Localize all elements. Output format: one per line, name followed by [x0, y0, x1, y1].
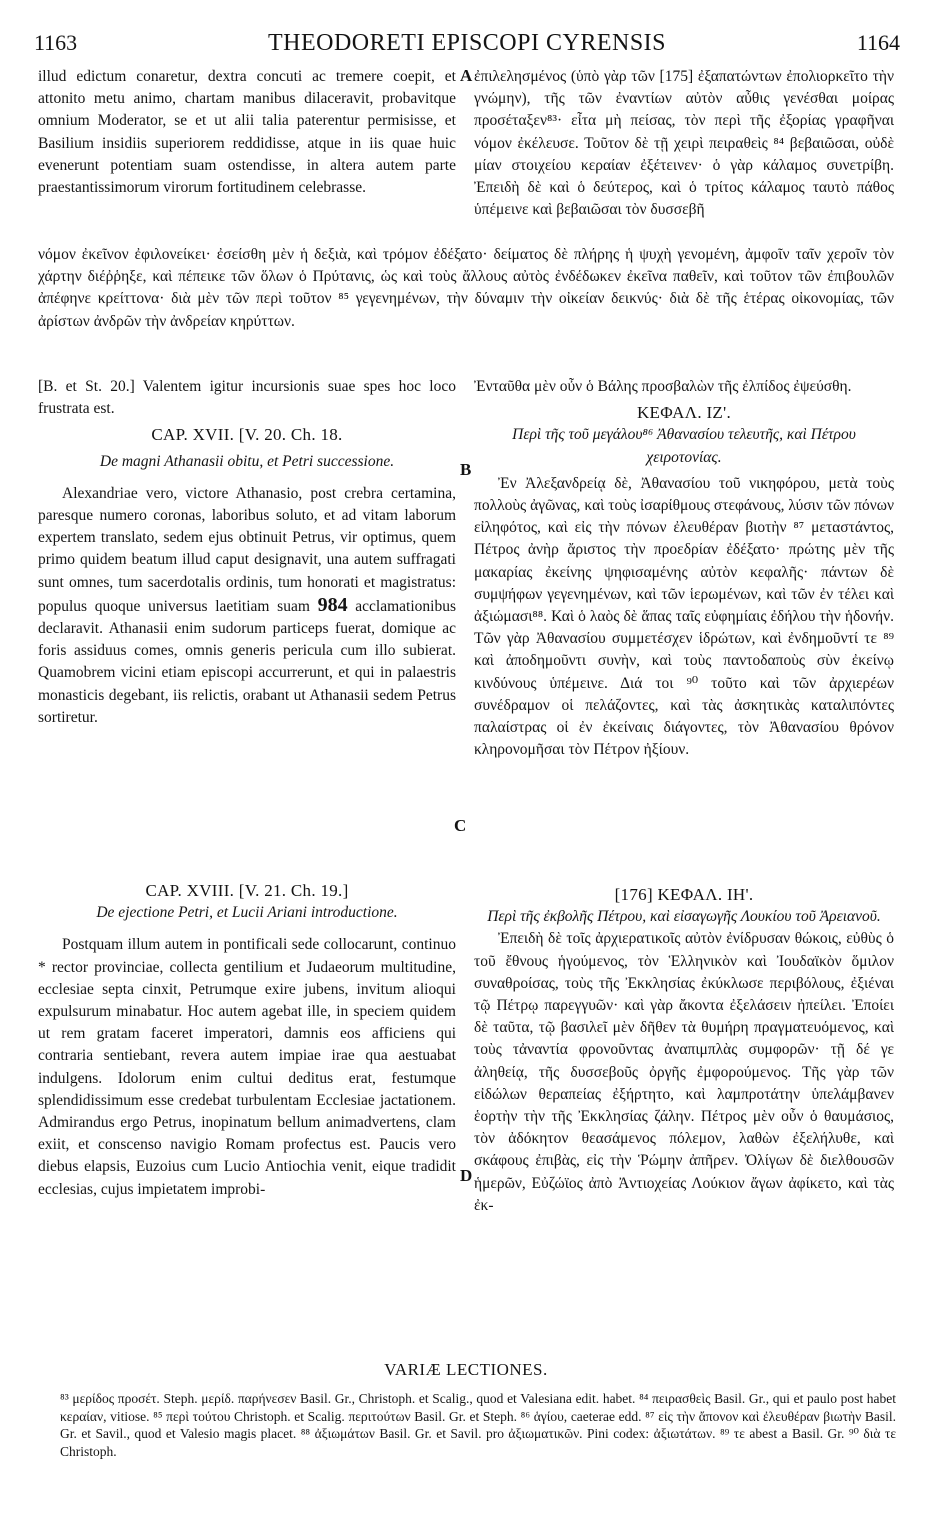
page-number-right: 1164: [856, 30, 900, 55]
column-number: 984: [317, 593, 348, 616]
running-title: THEODORETI EPISCOPI CYRENSIS: [267, 30, 667, 56]
greek-intro: Ἐνταῦθα μὲν οὖν ὁ Βάλης προσβαλὼν τῆς ἐλπίδος ἐψεύσθη.: [474, 378, 852, 395]
greek-full-width-paragraph: νόμον ἐκεῖνον ἐφιλονείκει· ἐσείσθη μὲν ἡ δεξιὰ, καὶ τρόμον ἐδέξατο· δείματος δὲ πλήρης ἡ ψυχὴ γενομένη, ἀμφοῖν ταῖν χεροῖν τὸν χάρτην διέῤῥηξε, καὶ πέπεικε τῶν ὅλων ὁ Πρύτανις, ὡς καὶ τοὺς ἄλλους αὐτὸς ἐνδέδωκεν ἐκεῖνα παθεῖν, καὶ τοῦτον τῶν ἐπιβουλῶν ἀπέφηνε κρείττονα· διὰ μὲν τῶν περὶ τοῦτον ⁸⁵ γεγενημένων, τὴν δύναμιν τὴν οἰκείαν δεικνύς· διὰ δὲ τῆς ἑτέρας οἰκονομίας, τῶν ἀρίστων ἀνδρῶν τὴν ἀνδρείαν κηρύττων.: [38, 246, 894, 330]
chapter-subtitle-greek: Περὶ τῆς τοῦ μεγάλου⁸⁶ Ἀθανασίου τελευτῆς, καὶ Πέτρου χειροτονίας.: [512, 426, 856, 466]
latin-intro: [B. et St. 20.] Valentem igitur incursionis suae spes hoc loco frustrata est.: [38, 378, 456, 418]
latin-paragraph: illud edictum conaretur, dextra concuti ac tremere coepit, et attonito metu animo, chartam manibus dilaceravit, probavitque omnium Moderator, se et ut alii talia paterentur permisisse, et Basilium insidiis superiorem reddidisse, atque in iis quae huic evenerunt potentiam suam ostendisse, in altera autem parte praestantissimorum virorum fortitudinem celebrasse.: [38, 68, 456, 197]
chapter-subtitle-greek-18: Περὶ τῆς ἐκβολῆς Πέτρου, καὶ εἰσαγωγῆς Λουκίου τοῦ Ἀρειανοῦ.: [487, 908, 881, 926]
greek-paragraph: ἐπιλελησμένος (ὑπὸ γὰρ τῶν [175] ἐξαπατώντων ἐπολιορκεῖτο τὴν γνώμην), τῆς τῶν ἐναντίων αὐτὸν αὖθις γενέσθαι μοίρας προσέταξεν⁸³· εἶτα μὴ πείσας, τὸν περὶ τῆς ἐξορίας γραφῆναι νόμον ἐκέλευσε. Τοῦτον δὲ τῇ χειρὶ πειραθεὶς ⁸⁴ βεβαιῶσαι, οὐδὲ μίαν στοιχείου κεραίαν ἐξέτεινεν· ὁ γὰρ κάλαμος συνετρίβη. Ἐπειδὴ δὲ καὶ ὁ δεύτερος, καὶ ὁ τρίτος κάλαμος ταυτὸ πάθος ὑπέμεινε καὶ βεβαιῶσαι τὸν δυσσεβῆ: [474, 68, 894, 219]
latin-body-part-a: Alexandriae vero, victore Athanasio, post crebra certamina, paresque numero coronas, laboribus soluto, et ad vitam laborum expertem translato, sedem ejus obtinuit Petrus, vir optimus, quem primo quidem beatum illud caput designavit, una autem suffragati sunt omnes, tum sacerdotalis ordinis, tum honorati et magistratus: populus quoque universus laetitiam suam: [38, 484, 456, 615]
chapter-heading-greek: ΚΕΦΑΛ. ΙΖ'.: [636, 403, 732, 423]
latin-body: [38, 483, 456, 729]
footnotes: [60, 1390, 896, 1460]
latin-column-cap17: [38, 376, 456, 729]
greek-column-cap18: [474, 884, 894, 1217]
greek-column-top: [474, 66, 894, 221]
latin-body-part-b: acclamationibus declaravit. Athanasii enim sudorum particeps fuerat, domique ac foris assiduus comes, omnis generis pericula cum illo subierat. Quamobrem vicini etiam episcopi accurrerunt, et qui in palaestris monasticis degebant, iis relictis, orabant ut Athanasii sedem Petrus sortiretur.: [38, 597, 457, 726]
margin-mark-d: D: [460, 1166, 473, 1185]
latin-column-top: [38, 66, 456, 199]
variae-lectiones-title: VARIÆ LECTIONES.: [384, 1360, 548, 1379]
chapter-heading-latin: CAP. XVII. [V. 20. Ch. 18.: [151, 425, 343, 445]
greek-body-18: Ἐπειδὴ δὲ τοῖς ἀρχιερατικοῖς αὐτὸν ἐνίδρυσαν θώκοις, εὐθὺς ὁ τοῦ ἔθνους ἡγούμενος, τὸν Ἑλληνικὸν καὶ Ἰουδαϊκὸν ὅμιλον συναθροίσας, τοὺς τῆς Ἐκκλησίας ἐκύκλωσε περιβόλους, ἐξιέναι τῷ Πέτρῳ παρεγγυῶν· καὶ γὰρ ἄκοντα ἐξελάσειν ἠπείλει. Ἐποίει δὲ ταῦτα, τῷ βασιλεῖ μὲν δῆθεν τὰ θυμήρη πραγματευόμενος, καὶ τοὺς τἀναντία φρονοῦντας ἀναπιμπλὰς συμφορῶν· τῇ δέ γε ἀληθείᾳ, τῆς δυσσεβοῦς ὀργῆς ἐμφορούμενος. Τῆς γὰρ τῶν εἰδώλων θεραπείας ἐξήρτητο, καὶ λαμπροτάτην ὑπελάμβανεν ἑορτὴν τὴν τῆς Ἐκκλησίας ζάλην. Πέτρος μὲν οὖν ὁ θαυμάσιος, τὸν ἀδόκητον θεασάμενος πόλεμον, λαθὼν ἐξελήλυθε, καὶ σκάφους ἐπιβὰς, εἰς τὴν Ῥώμην ἀπῆρεν. Ὀλίγων δὲ διελθουσῶν ἡμερῶν, Εὐζώϊος ἀπὸ Ἀντιοχείας Λούκιον ἄγων ἀφίκετο, καὶ τὰς ἐκ-: [474, 930, 894, 1214]
margin-mark-b: B: [460, 460, 472, 479]
greek-column-cap17: [474, 376, 894, 761]
greek-body: Ἐν Ἀλεξανδρείᾳ δὲ, Ἀθανασίου τοῦ νικηφόρου, μετὰ τοὺς πολλοὺς ἀγῶνας, καὶ τοὺς ἰσαρίθμους στεφάνους, λύσιν τῶν πόνων εἰληφότος, καὶ εἰς τὴν πόνων ἐλευθέραν βιοτὴν ⁸⁷ μεταστάντος, Πέτρος ἀνὴρ ἄριστος τὴν προεδρίαν ἐδέξατο· πρώτης μὲν τῆς μακαρίας ἐκείνης ψηφισαμένης αὐτὸν κεφαλῆς· πάντων δὲ συμψήφων γεγενημένων, καὶ τῶν ἱερωμένων, καὶ τῶν ἐν τέλει καὶ ἀξιώμασι⁸⁸. Καὶ ὁ λαὸς δὲ ἅπας ταῖς εὐφημίαις ἐδήλου τὴν ἡδονήν. Τῶν γὰρ Ἀθανασίου συμμετέσχεν ἱδρώτων, καὶ ἐνδημοῦντί τε ⁸⁹ καὶ ἀποδημοῦντι συνὴν, καὶ τοὺς παντοδαποὺς σὺν ἐκείνῳ κινδύνους ὑπέμεινε. Διά τοι ⁹⁰ τοῦτο καὶ τῶν ἀρχιερέων συνέδραμον οἱ πελάζοντες, καὶ τὰς ἀσκητικὰς καταλιπόντες παλαίστρας οἱ ἐν ἐκείναις διάγοντες, τὸν Ἀθανασίου θρόνον κληρονομῆσαι τὸν Πέτρον ἠξίουν.: [474, 474, 894, 759]
footnote-text: ⁸³ μερίδος προσέτ. Steph. μερίδ. παρήνεσεν Basil. Gr., Christoph. et Scalig., quod et Valesiana edit. habet. ⁸⁴ πειρασθεὶς Basil. Gr., qui et paulo post habet κεραίαν, vitiose. ⁸⁵ περὶ τούτου Christoph. et Scalig. περιτούτων Basil. Gr. et Steph. ⁸⁶ ἁγίου, caeterae edd. ⁸⁷ εἰς τὴν ἄπονον καὶ ἐλευθέραν βιωτὴν Basil. Gr. et Savil., quod et Valesio magis placet. ⁸⁸ ἀξιωμάτων Basil. Gr. et Savil. pro ἀξιωματικῶν. Pini codex: ἀξιωτάτων. ⁸⁹ τε abest a Basil. Gr. ⁹⁰ διὰ τε Christoph.: [60, 1391, 896, 1459]
page-number-left: 1163: [34, 30, 78, 55]
latin-body-18: Postquam illum autem in pontificali sede collocarunt, continuo * rector provinciae, collecta gentilium et Judaeorum multitudine, ecclesiae septa cinxit, Petrumque exire jubens, invitum alioqui expulsurum minabatur. Hoc autem agebat ille, in speciem quidem ut rem gratam faceret imperatori, damnis eos afficiens qui contraria sentiebant, revera autem impiae irae qua aestuabat indulgens. Idolorum enim cultui deditus erat, festumque splendidissimum esse credebat turbulentam Ecclesiae jactationem. Admirandus ergo Petrus, inopinatum bellum animadvertens, clam exiit, et conscenso navigio Romam profectus est. Paucis vero diebus elapsis, Euzoius cum Lucio Antiochia venit, eique tradidit ecclesias, cujus impietatem improbi-: [38, 936, 456, 1198]
latin-column-cap18: [38, 880, 456, 1201]
page-header: [34, 30, 900, 66]
chapter-subtitle-latin: De magni Athanasii obitu, et Petri successione.: [99, 452, 395, 470]
chapter-subtitle-latin-18: De ejectione Petri, et Lucii Ariani introductione.: [96, 904, 398, 922]
chapter-heading-latin-18: CAP. XVIII. [V. 21. Ch. 19.]: [145, 881, 349, 900]
margin-mark-a: A: [460, 66, 473, 85]
margin-mark-c: C: [454, 816, 467, 835]
chapter-heading-greek-18: [176] ΚΕΦΑΛ. ΙΗ'.: [614, 885, 754, 904]
